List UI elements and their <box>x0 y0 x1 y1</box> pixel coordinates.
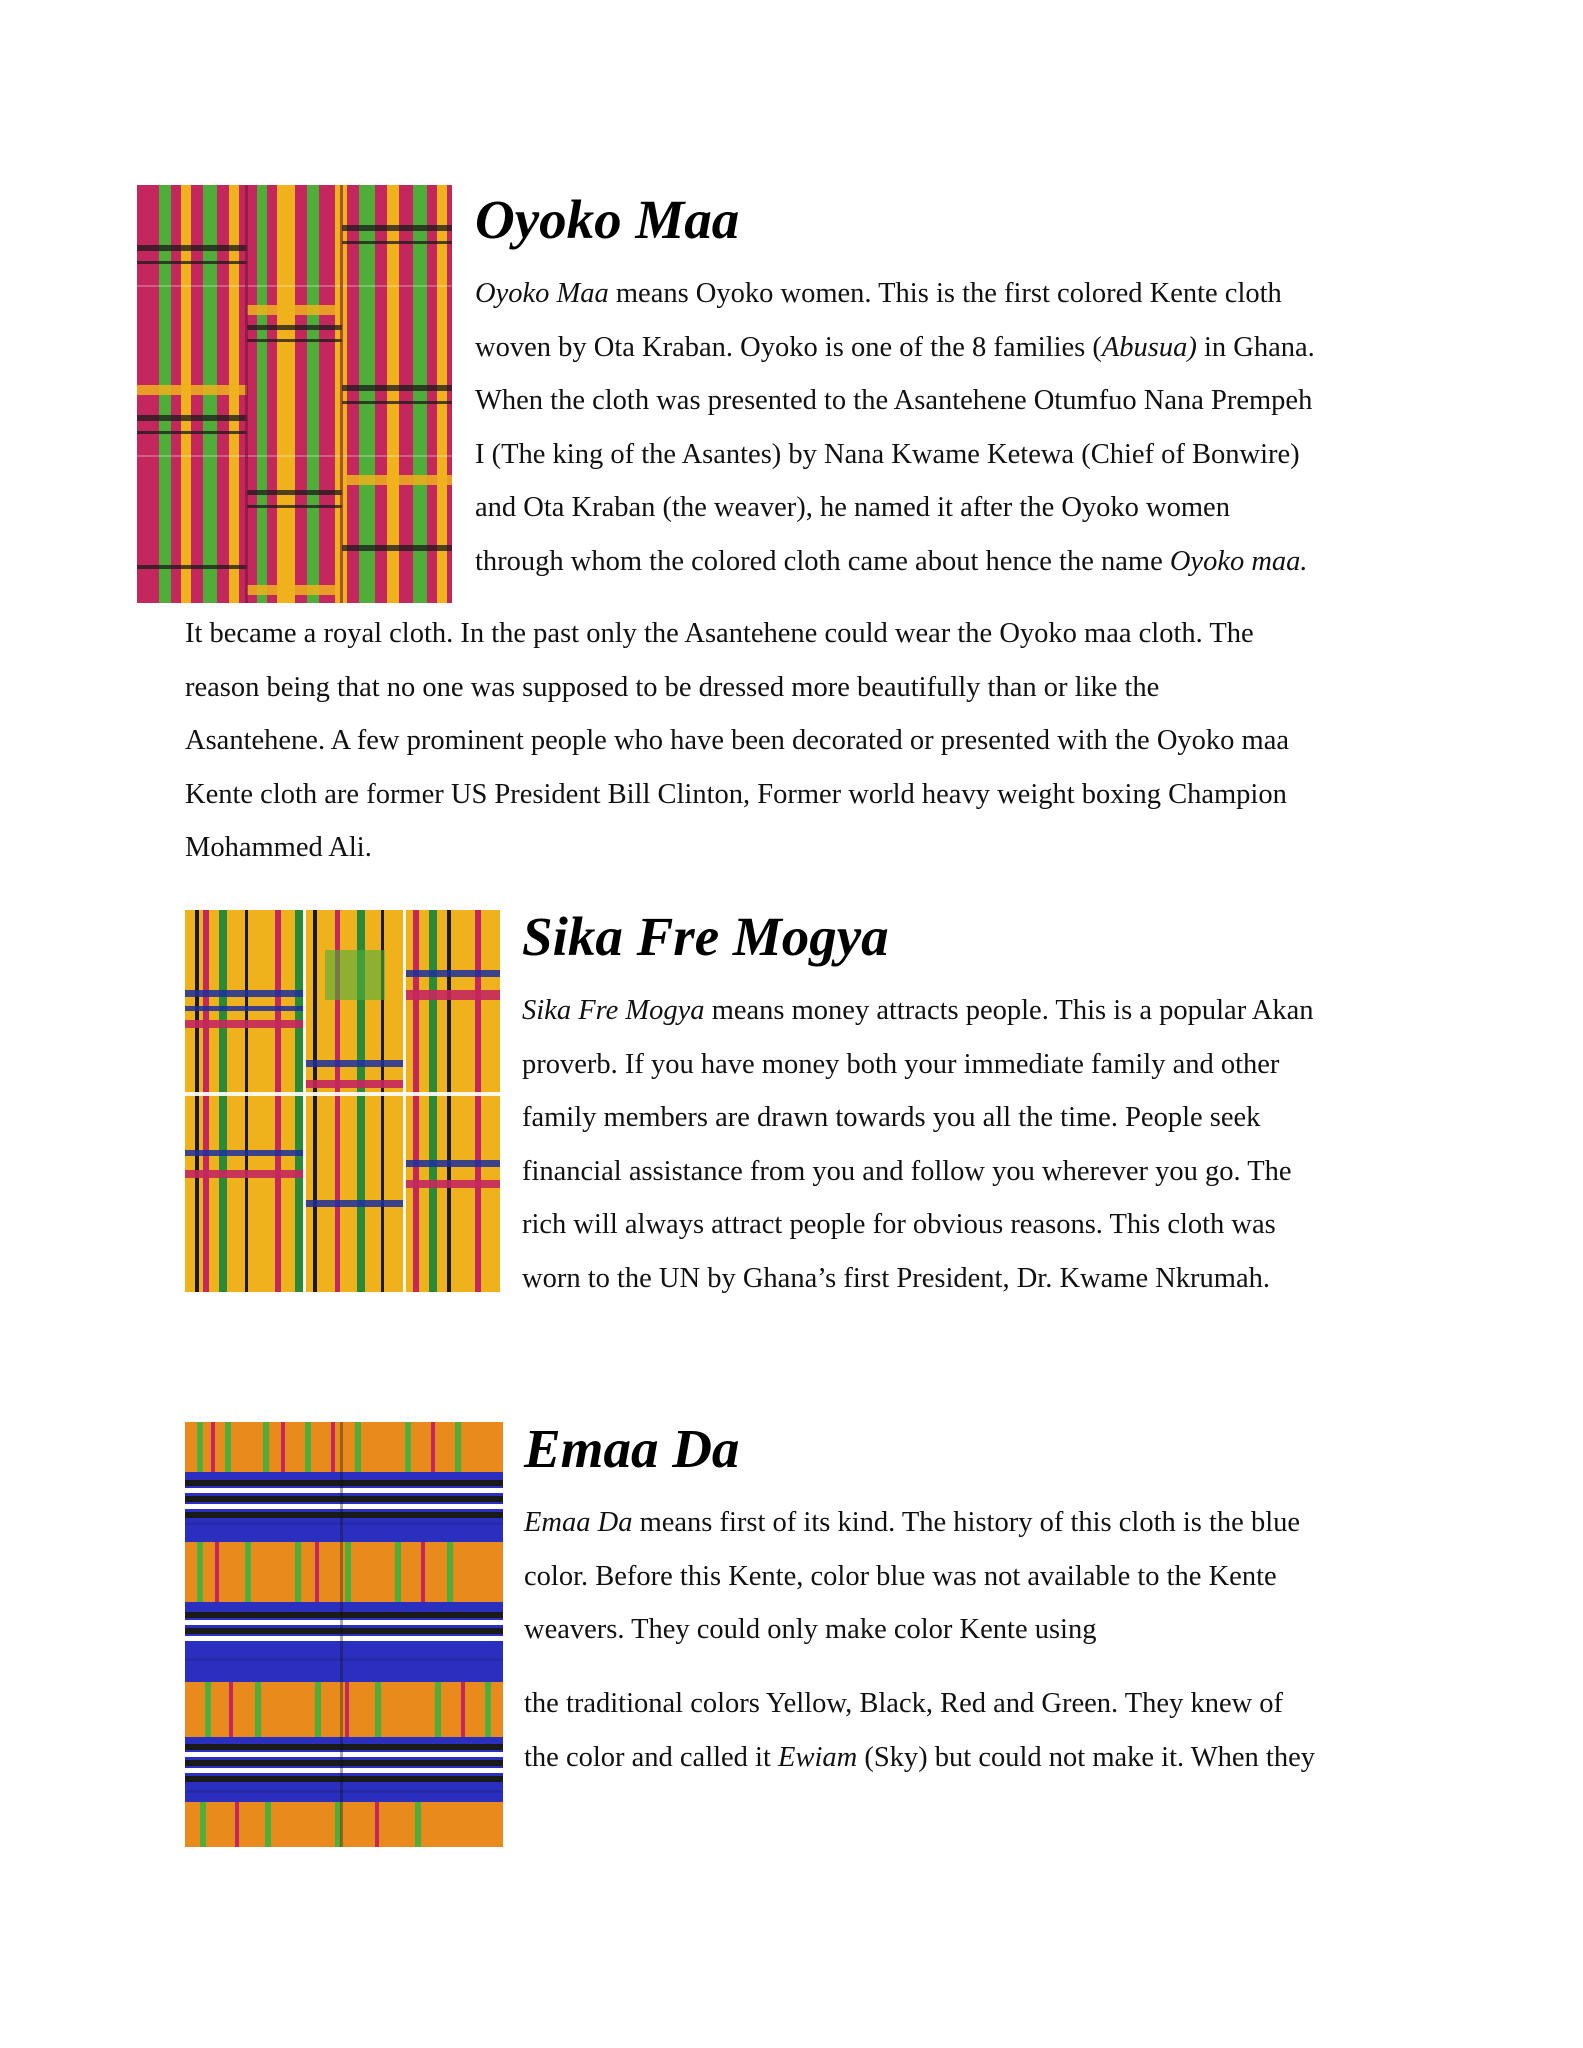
text-line: When the cloth was presented to the Asantehene Otumfuo Nana Prempeh <box>475 385 1313 416</box>
text-line: family members are drawn towards you all the time. People seek <box>522 1102 1261 1133</box>
text-line: woven by Ota Kraban. Oyoko is one of the 8 families (Abusua) in Ghana. <box>475 331 1315 363</box>
text-line: financial assistance from you and follow you wherever you go. The <box>522 1155 1292 1187</box>
text-line: Sika Fre Mogya means money attracts people. This is a popular Akan <box>522 995 1314 1026</box>
text-line: reason being that no one was supposed to be dressed more beautifully than or like the <box>185 671 1160 703</box>
text-line: Emaa Da means first of its kind. The history of this cloth is the blue <box>524 1507 1301 1538</box>
sika-fre-mogya-description <box>522 984 1313 1305</box>
text-line: It became a royal cloth. In the past only the Asantehene could wear the Oyoko maa cloth. The <box>185 618 1254 649</box>
text-line: proverb. If you have money both your immediate family and other <box>522 1048 1280 1080</box>
emaa-da-cloth-image <box>185 1422 503 1847</box>
text-line: worn to the UN by Ghana’s first President, Dr. Kwame Nkrumah. <box>522 1262 1270 1294</box>
text-line: I (The king of the Asantes) by Nana Kwame Ketewa (Chief of Bonwire) <box>475 438 1300 470</box>
text-line: through whom the colored cloth came about hence the name Oyoko maa. <box>475 545 1308 577</box>
text-line: color. Before this Kente, color blue was not available to the Kente <box>524 1560 1277 1592</box>
oyoko-maa-pattern <box>137 185 452 603</box>
text-line: the traditional colors Yellow, Black, Red and Green. They knew of <box>524 1688 1284 1719</box>
oyoko-maa-title: Oyoko Maa <box>475 189 740 250</box>
sika-fre-mogya-cloth-image <box>185 910 500 1292</box>
text-line: Kente cloth are former US President Bill Clinton, Former world heavy weight boxing Champion <box>185 778 1287 810</box>
emaa-da-continuation <box>524 1677 1315 1784</box>
oyoko-maa-description <box>475 267 1315 588</box>
sika-fre-mogya-pattern <box>185 910 500 1292</box>
oyoko-maa-continuation <box>185 607 1289 875</box>
text-line: Asantehene. A few prominent people who have been decorated or presented with the Oyoko maa <box>185 725 1289 756</box>
text-line: the color and called it Ewiam (Sky) but could not make it. When they <box>524 1741 1315 1773</box>
sika-fre-mogya-title: Sika Fre Mogya <box>522 906 889 967</box>
emaa-da-pattern <box>185 1422 503 1847</box>
text-line: Oyoko Maa means Oyoko women. This is the first colored Kente cloth <box>475 278 1282 309</box>
text-line: weavers. They could only make color Kente using <box>524 1614 1097 1645</box>
text-line: Mohammed Ali. <box>185 832 372 863</box>
emaa-da-title: Emaa Da <box>524 1418 740 1479</box>
text-line: and Ota Kraban (the weaver), he named it after the Oyoko women <box>475 492 1230 523</box>
text-line: rich will always attract people for obvious reasons. This cloth was <box>522 1209 1276 1240</box>
emaa-da-description <box>524 1496 1300 1657</box>
oyoko-maa-cloth-image <box>137 185 452 603</box>
